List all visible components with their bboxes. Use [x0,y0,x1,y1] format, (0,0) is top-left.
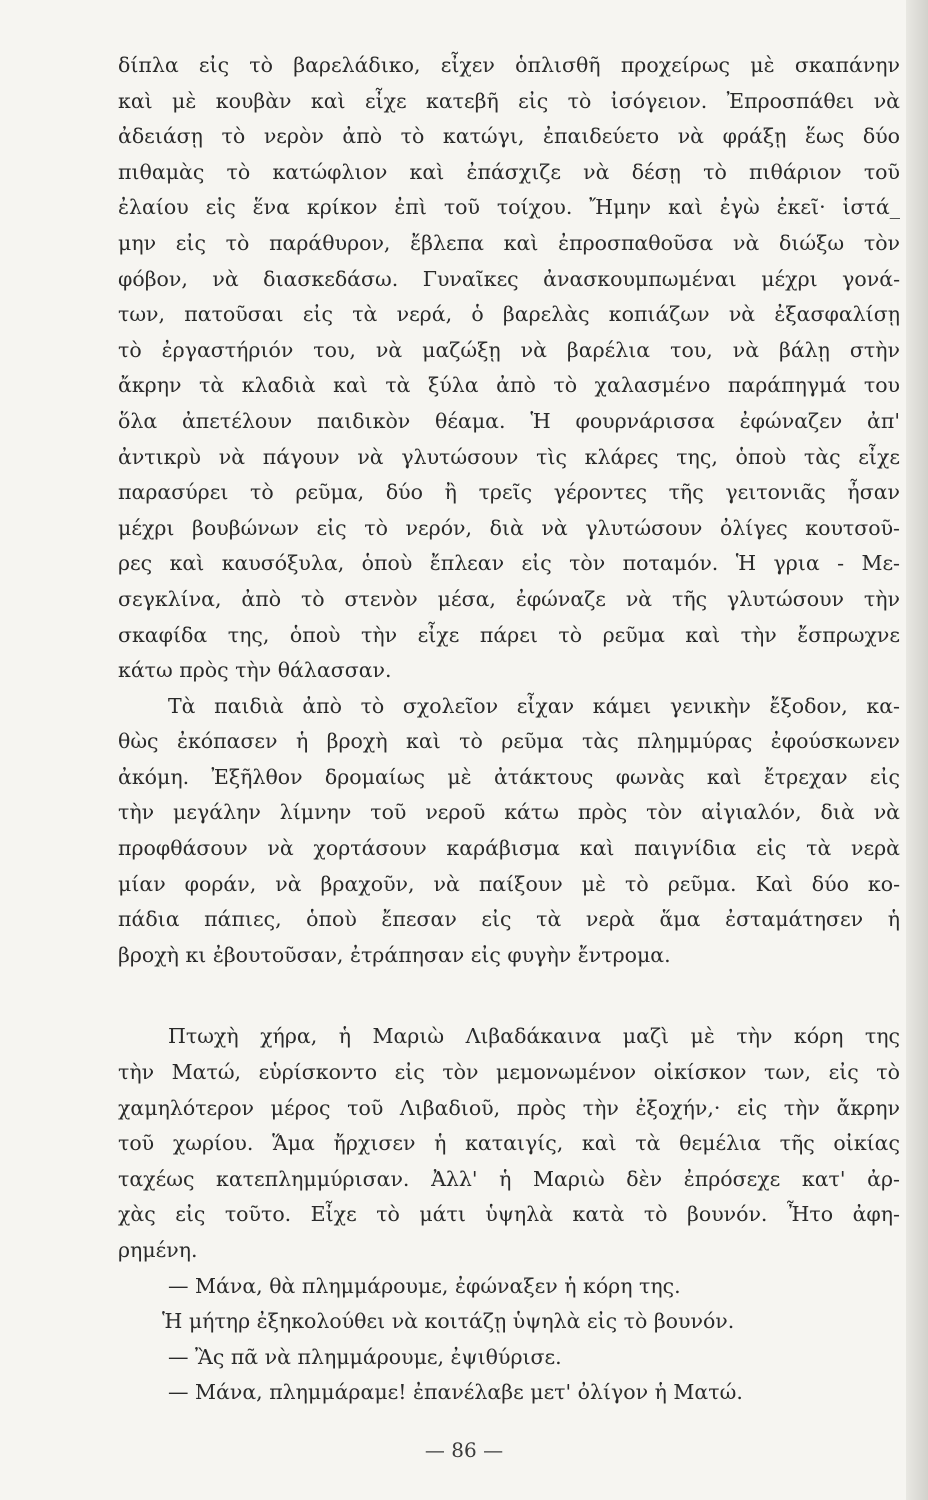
text-line: μην εἰς τὸ παράθυρον, ἔβλεπα καὶ ἐπροσπαθοῦσα νὰ διώξω τὸν [118,230,900,255]
text-line: τὴν μεγάλην λίμνην τοῦ νεροῦ κάτω πρὸς τὸν αἰγιαλόν, διὰ νὰ [118,800,900,825]
page-body [118,48,900,1411]
text-line: θὼς ἐκόπασεν ἡ βροχὴ καὶ τὸ ρεῦμα τὰς πλημμύρας ἐφούσκωνεν [118,729,900,754]
text-line: προφθάσουν νὰ χορτάσουν καράβισμα καὶ παιγνίδια εἰς τὰ νερὰ [118,836,900,861]
text-line: ἀντικρὺ νὰ πάγουν νὰ γλυτώσουν τὶς κλάρες της, ὁποὺ τὰς εἶχε [118,444,900,469]
page-edge-shadow [906,0,928,1500]
paragraph-3 [118,1019,900,1268]
dialogue-line: — Μάνα, πλημμάραμε! ἐπανέλαβε μετ' ὀλίγον ἡ Ματώ. [168,1380,743,1405]
text-line: πάδια πάπιες, ὁποὺ ἔπεσαν εἰς τὰ νερὰ ἅμα ἐσταμάτησεν ἡ [118,907,900,932]
text-line: Πτωχὴ χήρα, ἡ Μαριὼ Λιβαδάκαινα μαζὶ μὲ τὴν κόρη της [168,1024,900,1049]
text-line: σεγκλίνα, ἀπὸ τὸ στενὸν μέσα, ἐφώναζε νὰ τῆς γλυτώσουν τὴν [118,586,900,611]
page-number: — 86 — [424,1438,504,1462]
text-line: παρασύρει τὸ ρεῦμα, δύο ἢ τρεῖς γέροντες τῆς γειτονιᾶς ἦσαν [118,480,900,505]
text-line: μέχρι βουβώνων εἰς τὸ νερόν, διὰ νὰ γλυτώσουν ὀλίγες κουτσοῦ- [118,515,900,540]
text-line: ρες καὶ καυσόξυλα, ὁποὺ ἔπλεαν εἰς τὸν ποταμόν. Ἡ γρια - Με- [118,551,900,576]
text-line: τὸ ἐργαστήριόν του, νὰ μαζώξῃ νὰ βαρέλια του, νὰ βάλῃ στὴν [118,337,900,362]
dialogue-line: — Μάνα, θὰ πλημμάρουμε, ἐφώναξεν ἡ κόρη της. [168,1273,681,1298]
text-line: των, πατοῦσαι εἰς τὰ νερά, ὁ βαρελὰς κοπιάζων νὰ ἐξασφαλίσῃ [118,302,900,327]
paragraph-2 [118,689,900,974]
text-line: τὴν Ματώ, εὑρίσκοντο εἰς τὸν μεμονωμένον οἰκίσκον των, εἰς τὸ [118,1060,900,1085]
text-line: χὰς εἰς τοῦτο. Εἶχε τὸ μάτι ὑψηλὰ κατὰ τὸ βουνόν. Ἦτο ἀφη- [118,1202,900,1227]
text-line: ἀκόμη. Ἐξῆλθον δρομαίως μὲ ἀτάκτους φωνὰς καὶ ἔτρεχαν εἰς [118,764,900,789]
paragraph-1 [118,48,900,689]
text-line: κάτω πρὸς τὴν θάλασσαν. [118,658,392,683]
text-line: φόβον, νὰ διασκεδάσω. Γυναῖκες ἀνασκουμπωμέναι μέχρι γονά- [118,266,900,291]
text-line: ἀδειάσῃ τὸ νερὸν ἀπὸ τὸ κατώγι, ἐπαιδεύετο νὰ φράξῃ ἕως δύο [118,124,900,149]
text-line: πιθαμὰς τὸ κατώφλιον καὶ ἐπάσχιζε νὰ δέσῃ τὸ πιθάριον τοῦ [118,159,900,184]
dialogue-line: — Ἂς πᾶ νὰ πλημμάρουμε, ἐψιθύρισε. [168,1344,562,1369]
text-line: ἐλαίου εἰς ἕνα κρίκον ἐπὶ τοῦ τοίχου. Ἤμην καὶ ἐγὼ ἐκεῖ· ἱστά_ [118,195,900,220]
text-line: ρημένη. [118,1238,198,1262]
text-line: τοῦ χωρίου. Ἅμα ἤρχισεν ἡ καταιγίς, καὶ τὰ θεμέλια τῆς οἰκίας [118,1131,900,1156]
text-line: ἄκρην τὰ κλαδιὰ καὶ τὰ ξύλα ἀπὸ τὸ χαλασμένο παράπηγμά του [118,373,900,398]
text-line: δίπλα εἰς τὸ βαρελάδικο, εἶχεν ὁπλισθῆ προχείρως μὲ σκαπάνην [118,53,900,77]
text-line: βροχὴ κι ἐβουτοῦσαν, ἐτράπησαν εἰς φυγὴν ἔντρομα. [118,942,671,967]
dialogue-line: Ἡ μήτηρ ἐξηκολούθει νὰ κοιτάζῃ ὑψηλὰ εἰς τὸ βουνόν. [162,1309,735,1334]
text-line: σκαφίδα της, ὁποὺ τὴν εἶχε πάρει τὸ ρεῦμα καὶ τὴν ἔσπρωχνε [118,622,900,647]
section-gap [118,973,900,1019]
dialogue [118,1269,900,1411]
text-line: ὅλα ἀπετέλουν παιδικὸν θέαμα. Ἡ φουρνάρισσα ἐφώναζεν ἀπ' [118,408,900,433]
text-line: μίαν φοράν, νὰ βραχοῦν, νὰ παίξουν μὲ τὸ ρεῦμα. Καὶ δύο κο- [118,871,900,896]
text-line: καὶ μὲ κουβὰν καὶ εἶχε κατεβῆ εἰς τὸ ἰσόγειον. Ἐπροσπάθει νὰ [118,88,900,113]
text-line: Τὰ παιδιὰ ἀπὸ τὸ σχολεῖον εἶχαν κάμει γενικὴν ἔξοδον, κα- [168,693,900,718]
text-line: χαμηλότερον μέρος τοῦ Λιβαδιοῦ, πρὸς τὴν ἐξοχήν,· εἰς τὴν ἄκρην [118,1095,900,1120]
text-line: ταχέως κατεπλημμύρισαν. Ἀλλ' ἡ Μαριὼ δὲν ἐπρόσεχε κατ' ἀρ- [118,1166,900,1191]
